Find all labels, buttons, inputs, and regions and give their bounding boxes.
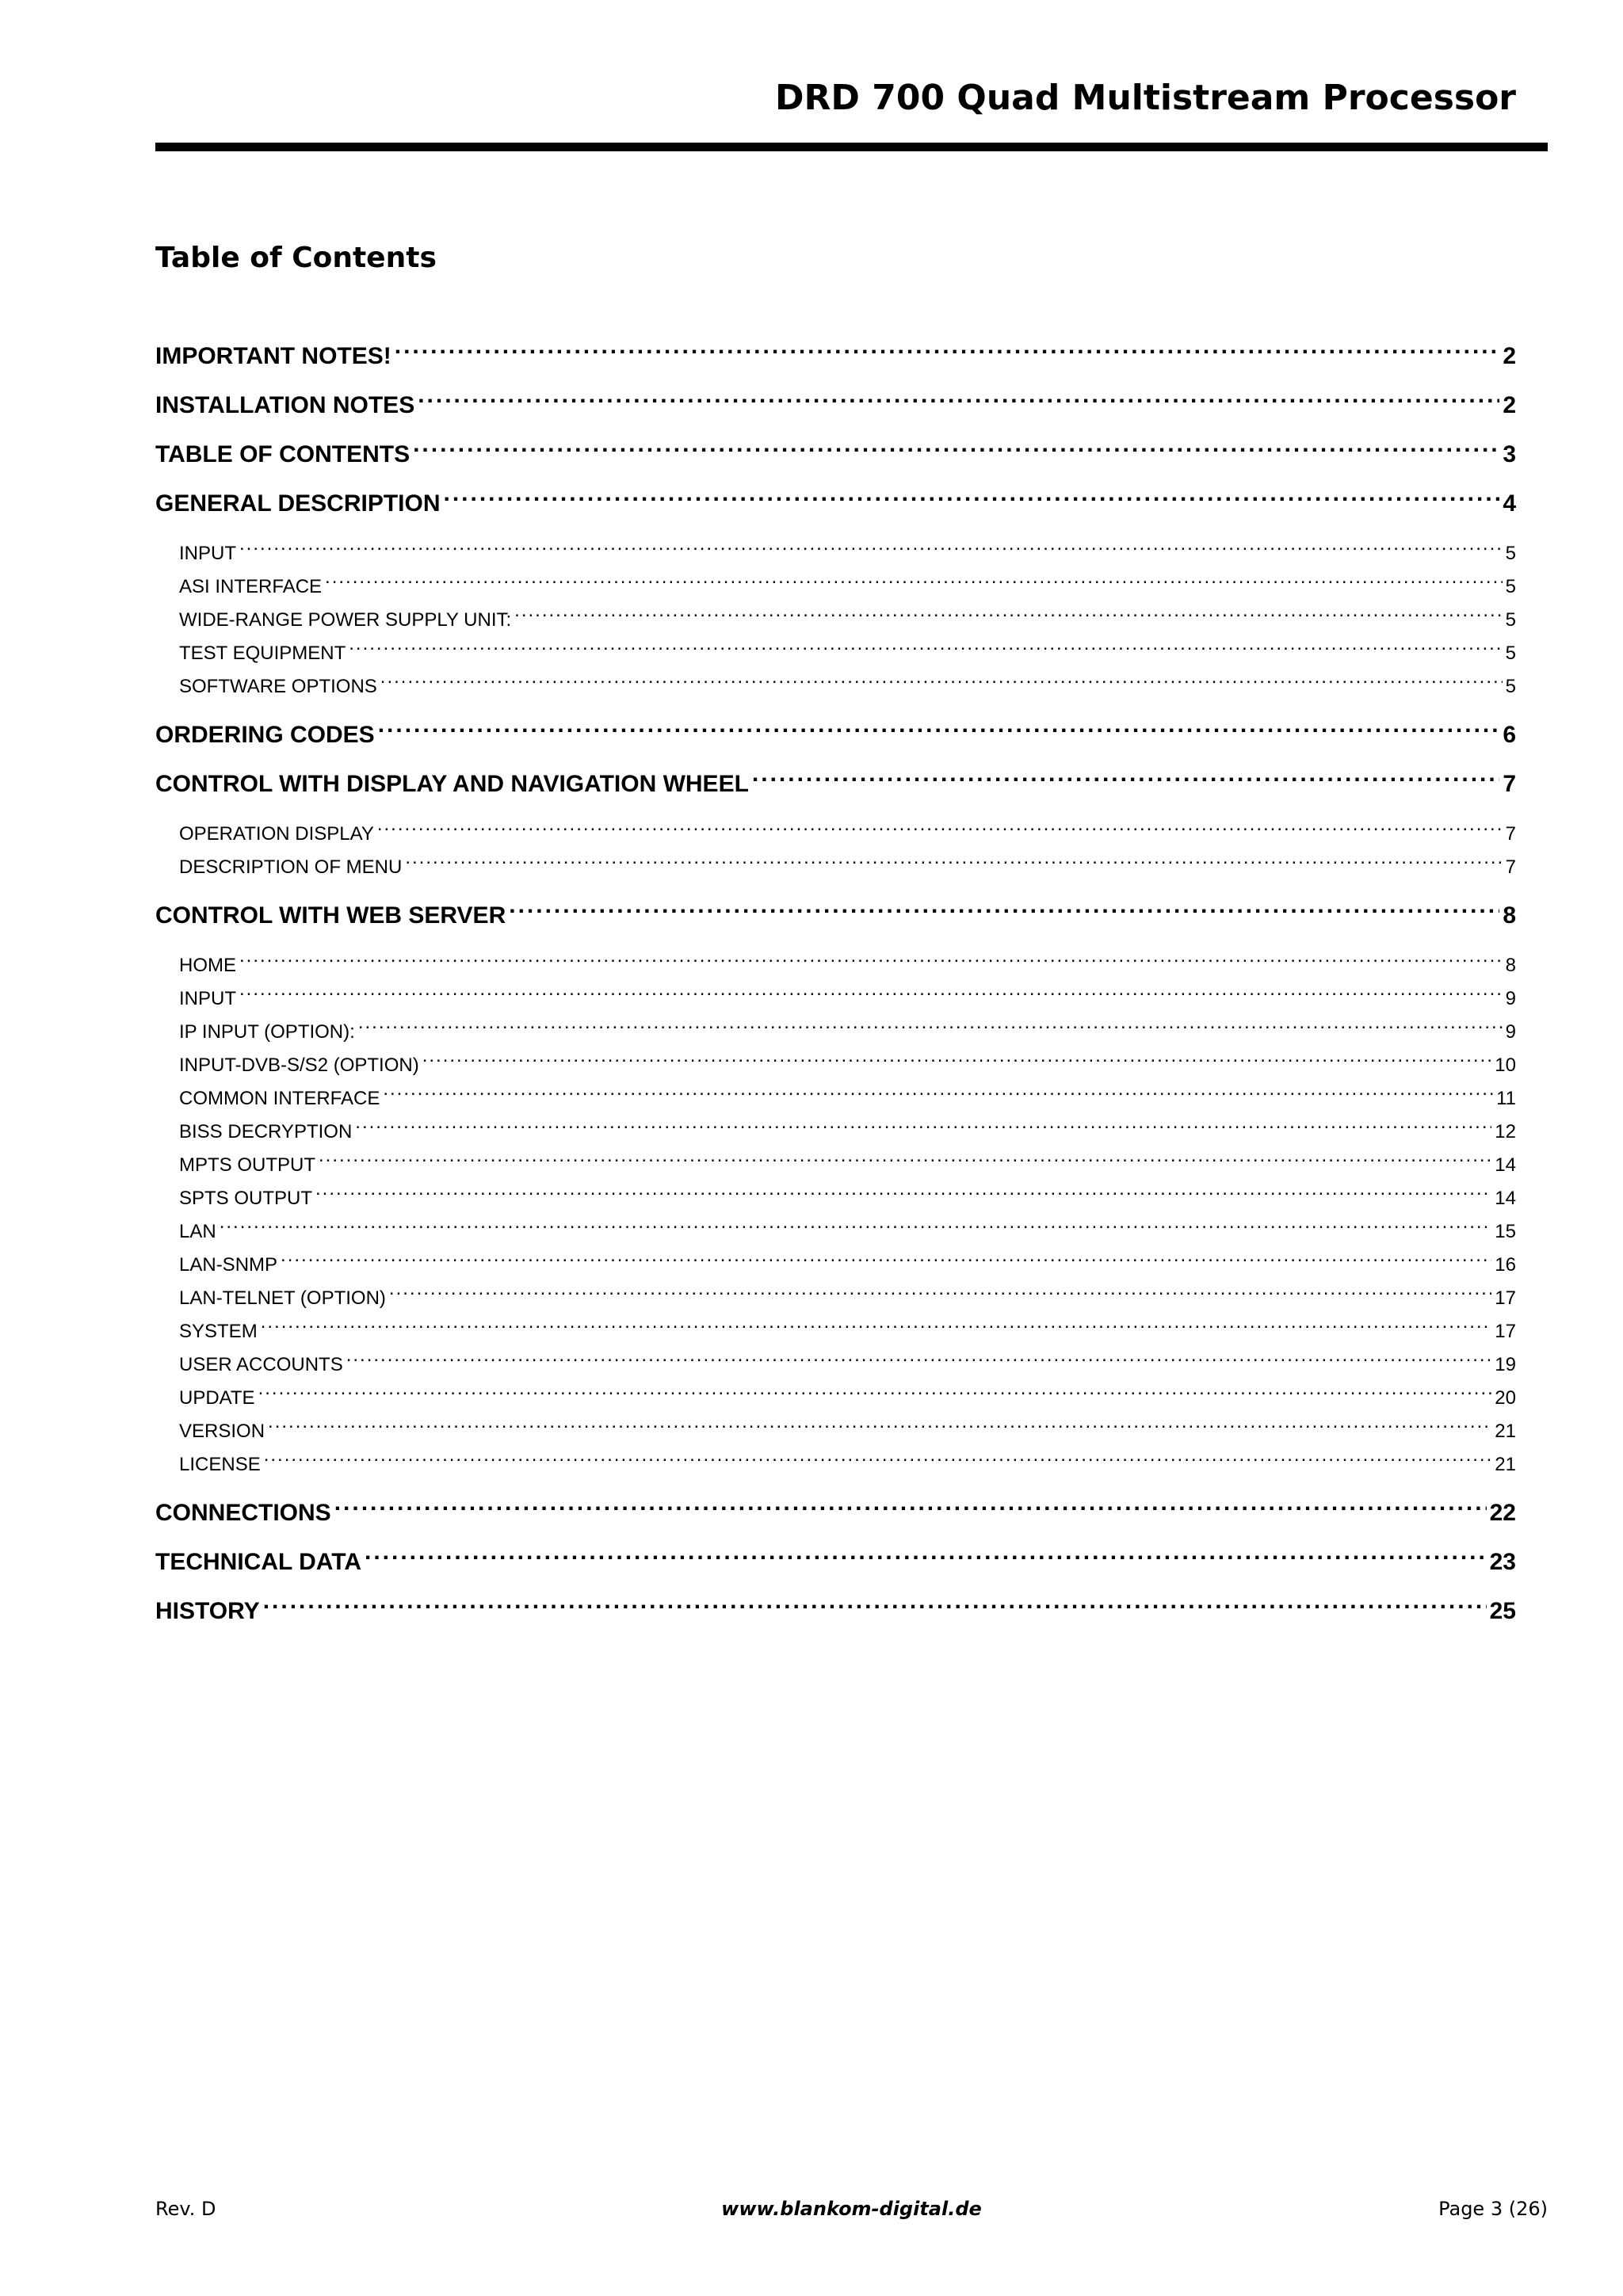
toc-dot-leader bbox=[358, 1019, 1503, 1038]
toc-entry-page: 5 bbox=[1505, 576, 1516, 597]
toc-entry-label: IP INPUT (OPTION): bbox=[179, 1021, 355, 1043]
document-title: DRD 700 Quad Multistream Processor bbox=[775, 78, 1516, 118]
toc-dot-leader bbox=[220, 1219, 1492, 1238]
toc-entry-label: IMPORTANT NOTES! bbox=[155, 343, 391, 369]
toc-dot-leader bbox=[752, 768, 1499, 791]
toc-dot-leader bbox=[444, 487, 1500, 511]
toc-dot-leader bbox=[325, 574, 1503, 593]
toc-dot-leader bbox=[239, 952, 1503, 971]
toc-subentry[interactable] bbox=[179, 1017, 1516, 1047]
toc-heading: Table of Contents bbox=[155, 242, 437, 274]
toc-entry-label: INPUT bbox=[179, 988, 236, 1009]
toc-entry-page: 20 bbox=[1495, 1387, 1516, 1409]
toc-entry-page: 14 bbox=[1495, 1154, 1516, 1176]
toc-entry[interactable] bbox=[155, 1594, 1516, 1629]
page-header bbox=[155, 73, 1548, 151]
toc-dot-leader bbox=[405, 854, 1502, 873]
toc-entry-label: LAN-TELNET (OPTION) bbox=[179, 1287, 386, 1309]
toc-entry-label: TEST EQUIPMENT bbox=[179, 643, 346, 664]
toc-subentry[interactable] bbox=[179, 1184, 1516, 1214]
toc-entry-page: 3 bbox=[1503, 441, 1516, 467]
toc-entry-page: 4 bbox=[1503, 490, 1516, 517]
toc-entry-label: UPDATE bbox=[179, 1387, 255, 1409]
toc-entry-label: INPUT bbox=[179, 543, 236, 564]
toc-subentry[interactable] bbox=[179, 1450, 1516, 1480]
toc-dot-leader bbox=[418, 389, 1499, 413]
toc-entry-page: 17 bbox=[1495, 1321, 1516, 1342]
toc-subentry[interactable] bbox=[179, 819, 1516, 849]
toc-entry-page: 23 bbox=[1489, 1549, 1516, 1575]
toc-entry[interactable] bbox=[155, 486, 1516, 521]
website-link[interactable]: www.blankom-digital.de bbox=[721, 2198, 982, 2220]
toc-dot-leader bbox=[264, 1451, 1492, 1470]
toc-dot-leader bbox=[378, 719, 1500, 742]
toc-subentry[interactable] bbox=[179, 984, 1516, 1014]
toc-entry[interactable] bbox=[155, 1545, 1516, 1580]
toc-subentry[interactable] bbox=[179, 1217, 1516, 1247]
toc-dot-leader bbox=[380, 673, 1503, 692]
toc-entry-page: 19 bbox=[1495, 1354, 1516, 1375]
toc-dot-leader bbox=[355, 1119, 1491, 1138]
toc-entry-label: SPTS OUTPUT bbox=[179, 1188, 313, 1209]
toc-entry-page: 25 bbox=[1489, 1598, 1516, 1624]
toc-entry-label: MPTS OUTPUT bbox=[179, 1154, 315, 1176]
toc-entry-page: 7 bbox=[1505, 856, 1516, 878]
toc-dot-leader bbox=[383, 1085, 1493, 1104]
toc-subentry[interactable] bbox=[179, 639, 1516, 669]
toc-entry-label: TECHNICAL DATA bbox=[155, 1549, 361, 1575]
toc-dot-leader bbox=[239, 986, 1503, 1005]
toc-entry-page: 21 bbox=[1495, 1421, 1516, 1442]
toc-dot-leader bbox=[258, 1385, 1492, 1404]
page-footer bbox=[155, 2193, 1548, 2225]
toc-entry-page: 2 bbox=[1503, 392, 1516, 418]
toc-entry-page: 22 bbox=[1489, 1500, 1516, 1526]
toc-entry[interactable] bbox=[155, 339, 1516, 374]
toc-subentry[interactable] bbox=[179, 852, 1516, 883]
toc-entry-label: COMMON INTERFACE bbox=[179, 1088, 380, 1109]
toc-dot-leader bbox=[389, 1285, 1491, 1304]
toc-entry-page: 5 bbox=[1505, 609, 1516, 631]
toc-entry-page: 16 bbox=[1495, 1254, 1516, 1276]
toc-entry-label: HOME bbox=[179, 955, 236, 976]
toc-entry-page: 8 bbox=[1503, 902, 1516, 929]
toc-dot-leader bbox=[315, 1185, 1491, 1204]
toc-subentry[interactable] bbox=[179, 1283, 1516, 1314]
toc-entry-label: USER ACCOUNTS bbox=[179, 1354, 343, 1375]
toc-subentry[interactable] bbox=[179, 951, 1516, 981]
toc-entry-page: 7 bbox=[1503, 771, 1516, 797]
toc-subentry[interactable] bbox=[179, 539, 1516, 569]
toc-subentry[interactable] bbox=[179, 1350, 1516, 1380]
toc-entry-page: 9 bbox=[1505, 1021, 1516, 1043]
toc-dot-leader bbox=[514, 607, 1502, 626]
toc-entry-label: ASI INTERFACE bbox=[179, 576, 323, 597]
toc-entry-page: 11 bbox=[1496, 1088, 1516, 1109]
toc-subentry[interactable] bbox=[179, 1150, 1516, 1180]
toc-entry-label: LAN bbox=[179, 1221, 216, 1242]
toc-subentry[interactable] bbox=[179, 1117, 1516, 1147]
toc-dot-leader bbox=[268, 1418, 1491, 1437]
toc-entry-label: LICENSE bbox=[179, 1454, 261, 1475]
toc-entry-page: 5 bbox=[1505, 543, 1516, 564]
toc-dot-leader bbox=[509, 899, 1499, 923]
toc-subentry[interactable] bbox=[179, 1051, 1516, 1081]
toc-entry-label: VERSION bbox=[179, 1421, 265, 1442]
toc-dot-leader bbox=[334, 1497, 1487, 1520]
toc-dot-leader bbox=[239, 540, 1503, 559]
toc-dot-leader bbox=[413, 438, 1499, 462]
toc-entry-page: 2 bbox=[1503, 343, 1516, 369]
toc-entry-label: LAN-SNMP bbox=[179, 1254, 278, 1276]
toc-entry-label: SOFTWARE OPTIONS bbox=[179, 676, 377, 697]
toc-entry-label: HISTORY bbox=[155, 1598, 260, 1624]
page-number: Page 3 (26) bbox=[1438, 2198, 1548, 2220]
toc-entry-page: 9 bbox=[1505, 988, 1516, 1009]
toc-entry-page: 15 bbox=[1495, 1221, 1516, 1242]
toc-subentry[interactable] bbox=[179, 1383, 1516, 1413]
toc-entry-label: GENERAL DESCRIPTION bbox=[155, 490, 441, 517]
toc-entry-page: 14 bbox=[1495, 1188, 1516, 1209]
toc-entry-label: ORDERING CODES bbox=[155, 722, 375, 748]
toc-subentry[interactable] bbox=[179, 605, 1516, 635]
toc-entry[interactable] bbox=[155, 1496, 1516, 1531]
toc-subentry[interactable] bbox=[179, 1084, 1516, 1114]
toc-entry-label: TABLE OF CONTENTS bbox=[155, 441, 411, 467]
toc-entry-page: 21 bbox=[1495, 1454, 1516, 1475]
toc-dot-leader bbox=[263, 1595, 1487, 1619]
toc-entry-page: 5 bbox=[1505, 676, 1516, 697]
toc-dot-leader bbox=[349, 640, 1502, 659]
toc-entry-page: 8 bbox=[1505, 955, 1516, 976]
toc-entry[interactable] bbox=[155, 898, 1516, 933]
toc-entry-page: 17 bbox=[1495, 1287, 1516, 1309]
toc-entry-page: 10 bbox=[1495, 1055, 1516, 1076]
toc-entry-page: 6 bbox=[1503, 722, 1516, 748]
toc-entry-label: OPERATION DISPLAY bbox=[179, 823, 374, 845]
toc-entry-label: DESCRIPTION OF MENU bbox=[179, 856, 403, 878]
toc-entry-label: CONTROL WITH WEB SERVER bbox=[155, 902, 506, 929]
toc-entry[interactable] bbox=[155, 388, 1516, 423]
toc-dot-leader bbox=[261, 1318, 1492, 1337]
toc-entry-label: CONTROL WITH DISPLAY AND NAVIGATION WHEEL bbox=[155, 771, 749, 797]
toc-dot-leader bbox=[395, 340, 1500, 364]
toc-subentry[interactable] bbox=[179, 1317, 1516, 1347]
toc-entry-label: CONNECTIONS bbox=[155, 1500, 331, 1526]
toc-subentry[interactable] bbox=[179, 572, 1516, 602]
toc-entry-label: INSTALLATION NOTES bbox=[155, 392, 415, 418]
toc-entry-page: 5 bbox=[1505, 643, 1516, 664]
toc-dot-leader bbox=[377, 821, 1503, 840]
toc-entry[interactable] bbox=[155, 437, 1516, 472]
toc-dot-leader bbox=[365, 1546, 1487, 1569]
toc-entry-label: WIDE-RANGE POWER SUPPLY UNIT: bbox=[179, 609, 512, 631]
toc-dot-leader bbox=[346, 1352, 1492, 1371]
toc-dot-leader bbox=[281, 1252, 1491, 1271]
toc-entry-page: 12 bbox=[1495, 1121, 1516, 1142]
revision-label: Rev. D bbox=[155, 2198, 216, 2220]
toc-entry-label: BISS DECRYPTION bbox=[179, 1121, 353, 1142]
toc-subentry[interactable] bbox=[179, 1417, 1516, 1447]
toc-entry-label: SYSTEM bbox=[179, 1321, 258, 1342]
toc-entry-label: INPUT-DVB-S/S2 (OPTION) bbox=[179, 1055, 419, 1076]
toc-dot-leader bbox=[422, 1052, 1492, 1071]
toc-subentry[interactable] bbox=[179, 1250, 1516, 1280]
toc-entry[interactable] bbox=[155, 767, 1516, 802]
toc-subentry[interactable] bbox=[179, 672, 1516, 702]
toc-dot-leader bbox=[319, 1152, 1491, 1171]
toc-entry[interactable] bbox=[155, 718, 1516, 753]
toc-entry-page: 7 bbox=[1505, 823, 1516, 845]
